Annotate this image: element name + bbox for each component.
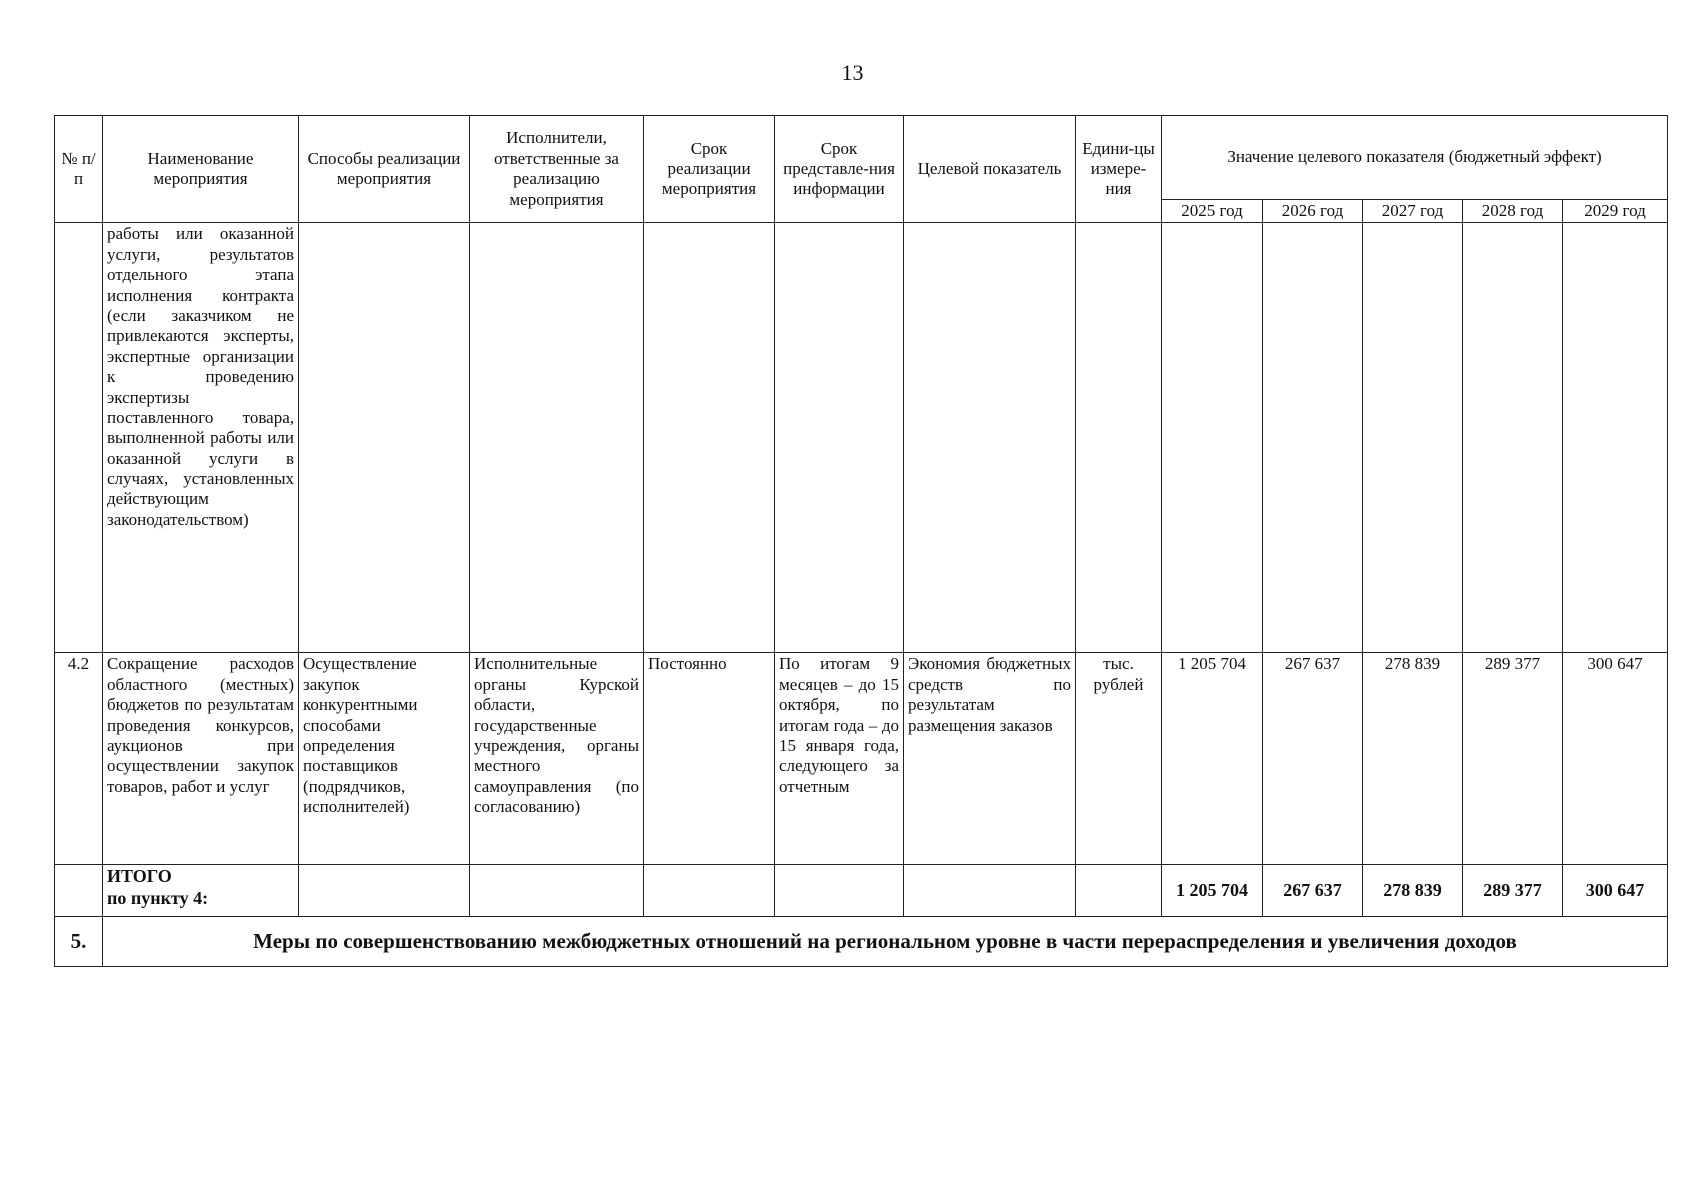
header-report: Срок представле-ния информации (775, 116, 904, 223)
header-executors: Исполнители, ответственные за реализацию мероприятия (470, 116, 644, 223)
row-4-2-value-2028: 289 377 (1463, 653, 1563, 865)
total-label-line2: по пункту 4: (107, 887, 209, 908)
header-methods: Способы реализации мероприятия (299, 116, 470, 223)
header-year-2028: 2028 год (1463, 200, 1563, 223)
row-4-2-value-2026: 267 637 (1263, 653, 1363, 865)
continuation-name: работы или оказанной услуги, результатов отдельного этапа исполнения контракта (если заказчиком не привлекаются эксперты, экспертные организации к проведению экспертизы поставленного товара, выполненной работы или оказанной услуги в случаях, установленных действующим законодательством) (103, 223, 299, 653)
header-value-group: Значение целевого показателя (бюджетный эффект) (1162, 116, 1668, 200)
table-row-total (55, 865, 1668, 917)
row-4-2-unit: тыс. рублей (1076, 653, 1162, 865)
total-value-2029: 300 647 (1563, 865, 1668, 917)
header-num: № п/п (55, 116, 103, 223)
header-year-2026: 2026 год (1263, 200, 1363, 223)
total-value-2027: 278 839 (1363, 865, 1463, 917)
row-4-2-indicator: Экономия бюджетных средств по результатам размещения заказов (904, 653, 1076, 865)
header-year-2027: 2027 год (1363, 200, 1463, 223)
row-4-2-value-2025: 1 205 704 (1162, 653, 1263, 865)
header-year-2025: 2025 год (1162, 200, 1263, 223)
total-value-2025: 1 205 704 (1162, 865, 1263, 917)
row-4-2-methods: Осуществление закупок конкурентными способами определения поставщиков (подрядчиков, исполнителей) (299, 653, 470, 865)
section-5-title: Меры по совершенствованию межбюджетных отношений на региональном уровне в части перераспределения и увеличения доходов (103, 917, 1668, 967)
table-row-4-2 (55, 653, 1668, 865)
table-row-section-5 (55, 917, 1668, 967)
measures-table (54, 115, 1668, 967)
table-row-continuation (55, 223, 1668, 653)
page-number: 13 (841, 60, 864, 85)
header-name: Наименование мероприятия (103, 116, 299, 223)
header-row (55, 116, 1668, 200)
row-4-2-num: 4.2 (55, 653, 103, 865)
row-4-2-name: Сокращение расходов областного (местных) бюджетов по результатам проведения конкурсов, аукционов при осуществлении закупок товаров, работ и услуг (103, 653, 299, 865)
row-4-2-executors: Исполнительные органы Курской области, государственные учреждения, органы местного самоуправления (по согласованию) (470, 653, 644, 865)
total-value-2028: 289 377 (1463, 865, 1563, 917)
total-value-2026: 267 637 (1263, 865, 1363, 917)
row-4-2-value-2029: 300 647 (1563, 653, 1668, 865)
row-4-2-report: По итогам 9 месяцев – до 15 октября, по итогам года – до 15 января года, следующего за отчетным (775, 653, 904, 865)
row-4-2-term: Постоянно (644, 653, 775, 865)
total-label-line1: ИТОГО (107, 866, 172, 887)
header-indicator: Целевой показатель (904, 116, 1076, 223)
total-label (103, 865, 299, 917)
header-unit: Едини-цы измере-ния (1076, 116, 1162, 223)
header-year-2029: 2029 год (1563, 200, 1668, 223)
section-5-num: 5. (55, 917, 103, 967)
header-term: Срок реализации мероприятия (644, 116, 775, 223)
row-4-2-value-2027: 278 839 (1363, 653, 1463, 865)
